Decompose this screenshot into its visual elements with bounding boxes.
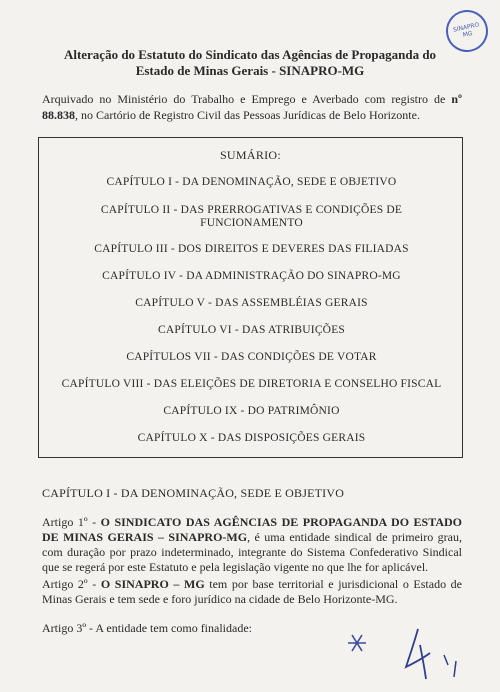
article-2-text: tem por base territorial e jurisdicional o Estado de Minas Gerais e tem sede e foro jurídico na cidade de Belo Horizonte-MG. <box>42 577 463 606</box>
summary-item-chapter-10: CAPÍTULO X - DAS DISPOSIÇÕES GERAIS <box>137 432 366 444</box>
summary-item-chapter-4: CAPÍTULO IV - DA ADMINISTRAÇÃO DO SINAPRO-MG <box>102 270 401 282</box>
article-1-bold: O SINDICATO DAS AGÊNCIAS DE PROPAGANDA DO ESTADO DE MINAS GERAIS – SINAPRO-MG <box>42 515 463 544</box>
summary-item-chapter-3: CAPÍTULO III - DOS DIREITOS E DEVERES DAS FILIADAS <box>94 243 409 255</box>
article-1-text: , é uma entidade sindical de primeiro grau, com duração por prazo indeterminado, integrante do Sistema Confederativo Sindical que se regerá por este Estatuto e pela legislação vigente no que lhe for aplicável. <box>42 530 462 574</box>
section-heading: CAPÍTULO I - DA DENOMINAÇÃO, SEDE E OBJETIVO <box>42 486 345 500</box>
summary-item-chapter-5: CAPÍTULO V - DAS ASSEMBLÉIAS GERAIS <box>135 297 368 309</box>
registry-number: 88.838 <box>42 108 75 122</box>
registry-pre: Arquivado no Ministério do Trabalho e Emprego e Averbado com registro de <box>42 92 452 106</box>
summary-box <box>38 137 463 458</box>
summary-item-chapter-2: CAPÍTULO II - DAS PRERROGATIVAS E CONDIÇÕES DE <box>100 204 403 216</box>
title-line-1: Alteração do Estatuto do Sindicato das Agências de Propaganda do <box>63 47 437 62</box>
article-3: Artigo 3º - A entidade tem como finalidade: <box>42 621 252 635</box>
registry-paragraph <box>42 91 462 123</box>
registry-no-label: nº <box>451 92 462 106</box>
summary-item-chapter-2-cont: FUNCIONAMENTO <box>200 217 303 229</box>
article-2 <box>42 577 462 607</box>
stamp-text: SINAPRO MG <box>452 21 481 39</box>
registry-post: , no Cartório de Registro Civil das Pessoas Jurídicas de Belo Horizonte. <box>75 108 420 122</box>
title-line-2: Estado de Minas Gerais - SINAPRO-MG <box>135 63 365 78</box>
summary-title: SUMÁRIO: <box>219 148 282 162</box>
summary-item-chapter-6: CAPÍTULO VI - DAS ATRIBUIÇÕES <box>157 324 346 336</box>
article-1-label: Artigo 1º - <box>42 515 101 529</box>
summary-item-chapter-9: CAPÍTULO IX - DO PATRIMÔNIO <box>163 405 340 417</box>
article-2-label: Artigo 2º - <box>42 577 101 591</box>
summary-item-chapter-1: CAPÍTULO I - DA DENOMINAÇÃO, SEDE E OBJETIVO <box>106 176 397 188</box>
article-2-bold: O SINAPRO – MG <box>100 577 205 591</box>
article-1 <box>42 515 462 575</box>
summary-item-chapter-8: CAPÍTULO VIII - DAS ELEIÇÕES DE DIRETORIA E CONSELHO FISCAL <box>61 378 442 390</box>
summary-item-chapter-7: CAPÍTULOS VII - DAS CONDIÇÕES DE VOTAR <box>126 351 377 363</box>
document-title <box>30 47 470 79</box>
handwritten-signature-icon <box>340 625 480 685</box>
